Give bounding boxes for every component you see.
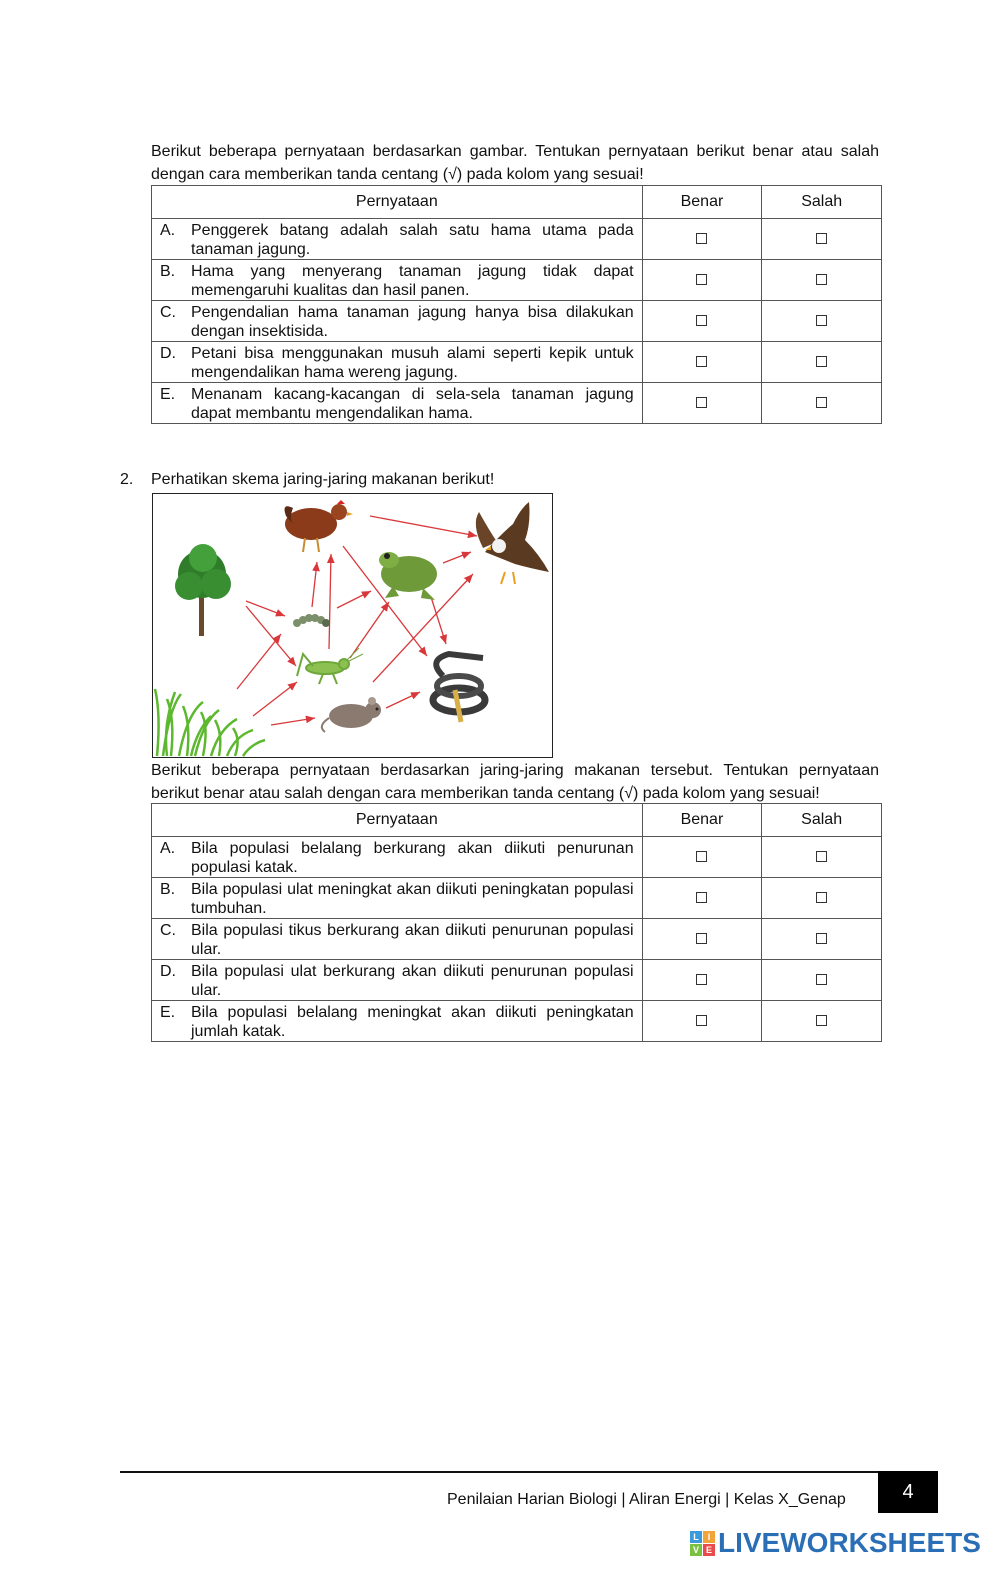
- salah-checkbox[interactable]: [816, 933, 827, 944]
- logo-cell: E: [703, 1544, 715, 1556]
- statement-letter: A.: [160, 840, 176, 857]
- benar-checkbox[interactable]: [696, 851, 707, 862]
- table-row: [152, 960, 882, 1001]
- statement-text: Petani bisa menggunakan musuh alami seperti kepik untuk mengendalikan hama wereng jagung.: [191, 345, 634, 381]
- statement-text: Bila populasi tikus berkurang akan diikuti penurunan populasi ular.: [191, 922, 634, 958]
- statement-text: Penggerek batang adalah salah satu hama utama pada tanaman jagung.: [191, 222, 634, 258]
- benar-cell[interactable]: [642, 878, 762, 919]
- statement-letter: D.: [160, 345, 176, 362]
- salah-checkbox[interactable]: [816, 356, 827, 367]
- statement-letter: C.: [160, 304, 176, 321]
- statement-letter: E.: [160, 386, 176, 403]
- statement-text: Menanam kacang-kacangan di sela-sela tanaman jagung dapat membantu mengendalikan hama.: [191, 386, 634, 422]
- salah-checkbox[interactable]: [816, 315, 827, 326]
- table-row: [152, 837, 882, 878]
- benar-cell[interactable]: [642, 919, 762, 960]
- header-pernyataan: Pernyataan: [152, 804, 643, 837]
- salah-checkbox[interactable]: [816, 974, 827, 985]
- benar-cell[interactable]: [642, 342, 762, 383]
- salah-checkbox[interactable]: [816, 233, 827, 244]
- salah-cell[interactable]: [762, 342, 882, 383]
- benar-checkbox[interactable]: [696, 315, 707, 326]
- salah-checkbox[interactable]: [816, 892, 827, 903]
- benar-cell[interactable]: [642, 960, 762, 1001]
- footer-divider: [120, 1471, 880, 1473]
- salah-checkbox[interactable]: [816, 274, 827, 285]
- benar-cell[interactable]: [642, 301, 762, 342]
- salah-cell[interactable]: [762, 260, 882, 301]
- question-text: Perhatikan skema jaring-jaring makanan berikut!: [151, 471, 495, 488]
- benar-checkbox[interactable]: [696, 233, 707, 244]
- food-web-svg: [153, 494, 552, 757]
- table-row: [152, 342, 882, 383]
- statement-text: Bila populasi ulat berkurang akan diikuti penurunan populasi ular.: [191, 963, 634, 999]
- statement-letter: B.: [160, 263, 176, 280]
- section1-instructions: Berikut beberapa pernyataan berdasarkan gambar. Tentukan pernyataan berikut benar atau salah dengan cara memberikan tanda centang (√) pada kolom yang sesuai!: [151, 143, 879, 183]
- caterpillar-icon: [293, 614, 330, 627]
- grasshopper-icon: [297, 648, 363, 684]
- statement-letter: A.: [160, 222, 176, 239]
- statement-text: Bila populasi belalang meningkat akan diikuti peningkatan jumlah katak.: [191, 1004, 634, 1040]
- liveworksheets-logo[interactable]: [690, 1526, 981, 1560]
- statement-table-2: [151, 803, 882, 1042]
- salah-checkbox[interactable]: [816, 851, 827, 862]
- benar-cell[interactable]: [642, 837, 762, 878]
- salah-checkbox[interactable]: [816, 1015, 827, 1026]
- salah-cell[interactable]: [762, 878, 882, 919]
- salah-cell[interactable]: [762, 837, 882, 878]
- frog-icon: [379, 552, 437, 600]
- salah-cell[interactable]: [762, 219, 882, 260]
- snake-icon: [433, 654, 485, 722]
- tree-icon: [175, 544, 231, 636]
- logo-cell: V: [690, 1544, 702, 1556]
- salah-checkbox[interactable]: [816, 397, 827, 408]
- header-salah: Salah: [762, 186, 882, 219]
- food-web-diagram: [152, 493, 553, 758]
- table-header-row: [152, 804, 882, 837]
- question-number: 2.: [120, 471, 134, 488]
- table-row: [152, 219, 882, 260]
- benar-cell[interactable]: [642, 383, 762, 424]
- salah-cell[interactable]: [762, 1001, 882, 1042]
- table-row: [152, 260, 882, 301]
- benar-cell[interactable]: [642, 260, 762, 301]
- header-benar: Benar: [642, 186, 762, 219]
- statement-text: Bila populasi ulat meningkat akan diikuti peningkatan populasi tumbuhan.: [191, 881, 634, 917]
- logo-cell: I: [703, 1531, 715, 1543]
- benar-cell[interactable]: [642, 1001, 762, 1042]
- table-row: [152, 383, 882, 424]
- statement-text: Bila populasi belalang berkurang akan diikuti penurunan populasi katak.: [191, 840, 634, 876]
- logo-text: LIVEWORKSHEETS: [718, 1527, 981, 1558]
- table-row: [152, 878, 882, 919]
- mouse-icon: [322, 697, 381, 732]
- statement-letter: E.: [160, 1004, 176, 1021]
- statement-letter: C.: [160, 922, 176, 939]
- logo-grid-icon: [690, 1531, 715, 1556]
- statement-letter: B.: [160, 881, 176, 898]
- salah-cell[interactable]: [762, 960, 882, 1001]
- statement-table-1: [151, 185, 882, 424]
- grass-icon: [155, 689, 265, 756]
- table-header-row: [152, 186, 882, 219]
- benar-cell[interactable]: [642, 219, 762, 260]
- page-number: 4: [878, 1471, 938, 1513]
- table-row: [152, 1001, 882, 1042]
- benar-checkbox[interactable]: [696, 974, 707, 985]
- benar-checkbox[interactable]: [696, 933, 707, 944]
- salah-cell[interactable]: [762, 301, 882, 342]
- statement-text: Pengendalian hama tanaman jagung hanya bisa dilakukan dengan insektisida.: [191, 304, 634, 340]
- table-row: [152, 301, 882, 342]
- benar-checkbox[interactable]: [696, 397, 707, 408]
- logo-cell: L: [690, 1531, 702, 1543]
- header-benar: Benar: [642, 804, 762, 837]
- footer-text: Penilaian Harian Biologi | Aliran Energi | Kelas X_Genap: [447, 1491, 846, 1508]
- benar-checkbox[interactable]: [696, 892, 707, 903]
- benar-checkbox[interactable]: [696, 274, 707, 285]
- benar-checkbox[interactable]: [696, 356, 707, 367]
- salah-cell[interactable]: [762, 383, 882, 424]
- table-row: [152, 919, 882, 960]
- question2-instructions: Berikut beberapa pernyataan berdasarkan jaring-jaring makanan tersebut. Tentukan pernyataan berikut benar atau salah dengan cara memberikan tanda centang (√) pada kolom yang sesuai!: [151, 762, 879, 802]
- statement-text: Hama yang menyerang tanaman jagung tidak dapat memengaruhi kualitas dan hasil panen.: [191, 263, 634, 299]
- chicken-icon: [285, 500, 353, 552]
- salah-cell[interactable]: [762, 919, 882, 960]
- header-salah: Salah: [762, 804, 882, 837]
- statement-letter: D.: [160, 963, 176, 980]
- benar-checkbox[interactable]: [696, 1015, 707, 1026]
- eagle-icon: [476, 502, 549, 584]
- header-pernyataan: Pernyataan: [152, 186, 643, 219]
